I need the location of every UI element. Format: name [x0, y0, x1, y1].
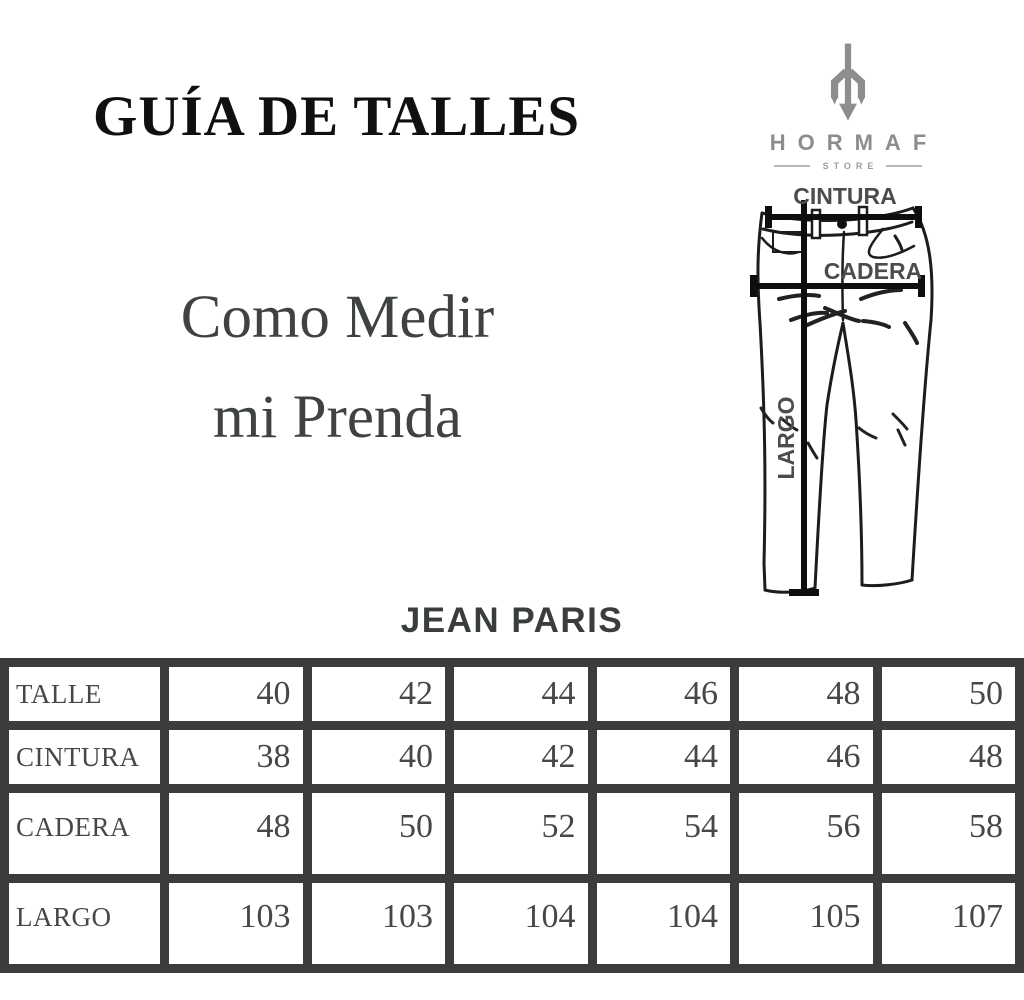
size-cell: 46 [735, 726, 878, 789]
brand-name: HORMAF [769, 130, 939, 155]
size-cell: 46 [592, 663, 735, 726]
table-row-cintura [5, 726, 1020, 789]
hip-label: CADERA [823, 258, 923, 284]
brand-tagline [742, 161, 954, 171]
trident-monogram-icon [821, 40, 875, 126]
size-cell: 56 [735, 789, 878, 879]
length-label: LARGO [773, 396, 799, 480]
row-label-cintura: CINTURA [5, 726, 165, 789]
size-cell: 50 [877, 663, 1020, 726]
size-cell: 103 [165, 879, 308, 969]
size-cell: 44 [450, 663, 593, 726]
how-to-measure-heading [55, 268, 620, 468]
tagline-right-dash [886, 165, 922, 167]
size-cell: 48 [735, 663, 878, 726]
size-cell: 104 [592, 879, 735, 969]
size-cell: 40 [307, 726, 450, 789]
brand-logo [742, 40, 954, 171]
table-row-largo [5, 879, 1020, 969]
size-cell: 58 [877, 789, 1020, 879]
size-cell: 52 [450, 789, 593, 879]
page-title: GUÍA DE TALLES [93, 85, 581, 148]
size-cell: 42 [450, 726, 593, 789]
size-cell: 105 [735, 879, 878, 969]
table-row-cadera [5, 789, 1020, 879]
tagline-left-dash [774, 165, 810, 167]
size-cell: 107 [877, 879, 1020, 969]
size-cell: 48 [877, 726, 1020, 789]
size-cell: 44 [592, 726, 735, 789]
row-label-cadera: CADERA [5, 789, 165, 879]
size-cell: 104 [450, 879, 593, 969]
subtitle-line-2: mi Prenda [212, 384, 463, 451]
size-cell: 42 [307, 663, 450, 726]
table-row-talle [5, 663, 1020, 726]
size-cell: 40 [165, 663, 308, 726]
brand-tagline-text: STORE [822, 161, 879, 171]
size-cell: 103 [307, 879, 450, 969]
waist-label: CINTURA [793, 183, 897, 209]
product-title: JEAN PARIS [400, 601, 624, 640]
size-cell: 38 [165, 726, 308, 789]
size-cell: 54 [592, 789, 735, 879]
size-cell: 48 [165, 789, 308, 879]
size-table [0, 658, 1024, 973]
jeans-measurement-diagram [715, 180, 1024, 622]
jeans-waistband-details [812, 207, 867, 238]
row-label-largo: LARGO [5, 879, 165, 969]
subtitle-line-1: Como Medir [180, 284, 495, 351]
size-cell: 50 [307, 789, 450, 879]
row-label-talle: TALLE [5, 663, 165, 726]
